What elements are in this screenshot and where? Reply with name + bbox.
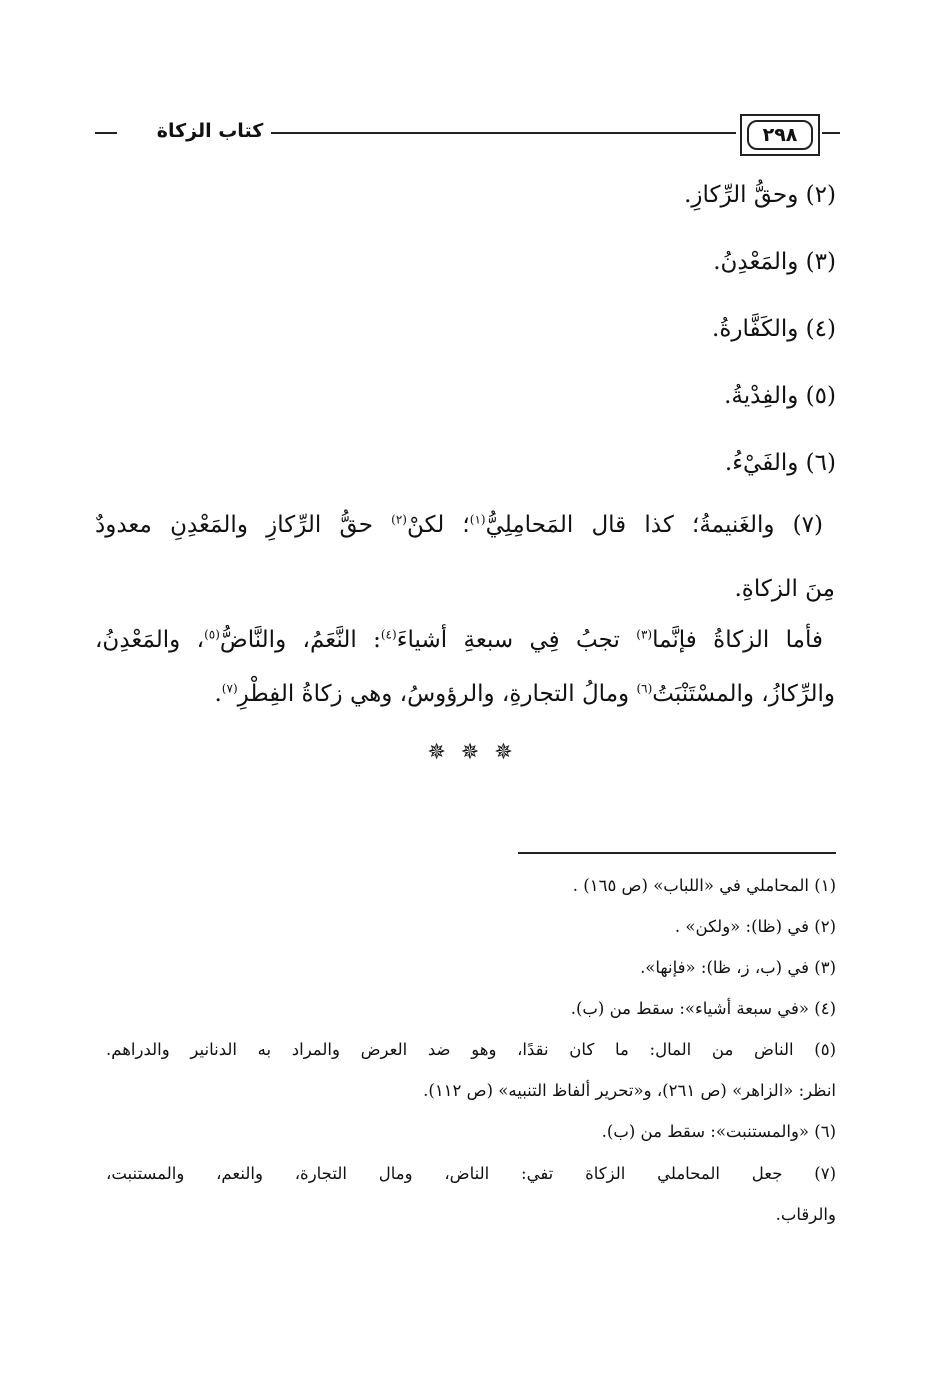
footnote-ref-5: (٥)	[204, 627, 220, 642]
list-item: (٥) والفِدْيةُ.	[724, 383, 836, 409]
section-ornament: ✵ ✵ ✵	[427, 740, 517, 765]
footnote-5: (٥) الناض من المال: ما كان نقدًا، وهو ضد العرض والمراد به الدنانير والدراهم.	[106, 1040, 836, 1059]
footnote-ref-4: (٤)	[380, 627, 397, 642]
item-seven-line-1	[95, 510, 835, 540]
text-run: .	[214, 681, 222, 707]
main-paragraph	[95, 625, 835, 709]
footnote-2: (٢) في (ظا): «ولكن» .	[674, 917, 836, 936]
item-seven	[95, 510, 835, 604]
text-run: فأما الزكاةُ فإنَّما	[652, 627, 823, 653]
text-run: : النَّعَمُ، والنَّاضُّ	[219, 627, 381, 653]
paragraph-line-2	[95, 679, 835, 709]
footnote-ref-7: (٧)	[221, 681, 238, 696]
footnote-ref-2: (٢)	[391, 512, 407, 527]
footnote-ref-1: (١)	[469, 512, 486, 527]
text-run: والرِّكازُ، والمسْتَنْبَتُ	[652, 681, 835, 707]
paragraph-line-1	[95, 625, 835, 655]
footnote-ref-3: (٣)	[636, 627, 653, 642]
text-run: حقُّ الرِّكازِ والمَعْدِنِ معدودٌ	[95, 512, 392, 538]
header-rule-right	[822, 132, 840, 134]
footnote-7: (٧) جعل المحاملي الزكاة تفي: الناض، ومال التجارة، والنعم، والمستنبت،	[106, 1164, 836, 1183]
header-rule-middle	[271, 132, 736, 134]
text-run: تجبُ فِي سبعةِ أشياءَ	[396, 627, 637, 653]
page-number: ٢٩٨	[747, 120, 813, 150]
list-item: (٢) وحقُّ الرِّكازِ.	[684, 182, 836, 208]
text-run: ومالُ التجارةِ، والرؤوسُ، وهي زكاةُ الفِطْرِ	[237, 681, 637, 707]
footnote-separator	[518, 852, 836, 854]
text-run: ، والمَعْدِنُ،	[95, 627, 205, 653]
page-number-frame	[740, 114, 820, 156]
text-run: (٧) والغَنيمةُ؛ كذا قال المَحامِلِيُّ	[485, 512, 823, 538]
list-item: (٦) والفَيْءُ.	[724, 450, 836, 476]
page-header	[95, 110, 840, 166]
list-block	[96, 182, 836, 502]
item-seven-line-2: مِنَ الزكاةِ.	[734, 576, 835, 602]
running-title: كتاب الزكاة	[156, 120, 264, 142]
header-rule-left	[95, 132, 117, 134]
list-item: (٤) والكَفَّارةُ.	[712, 316, 836, 342]
text-run: ؛ لكنْ	[406, 512, 470, 538]
list-item: (٣) والمَعْدِنُ.	[713, 249, 836, 275]
footnote-5-continued: انظر: «الزاهر» (ص ٢٦١)، و«تحرير ألفاظ التنبيه» (ص ١١٢).	[423, 1081, 836, 1100]
footnote-3: (٣) في (ب، ز، ظا): «فإنها».	[640, 958, 836, 977]
footnote-1: (١) المحاملي في «اللباب» (ص ١٦٥) .	[572, 876, 836, 895]
footnote-4: (٤) «في سبعة أشياء»: سقط من (ب).	[570, 999, 836, 1018]
footnote-ref-6: (٦)	[636, 681, 653, 696]
footnote-7-continued: والرقاب.	[775, 1205, 836, 1224]
footnote-6: (٦) «والمستنبت»: سقط من (ب).	[601, 1122, 836, 1141]
